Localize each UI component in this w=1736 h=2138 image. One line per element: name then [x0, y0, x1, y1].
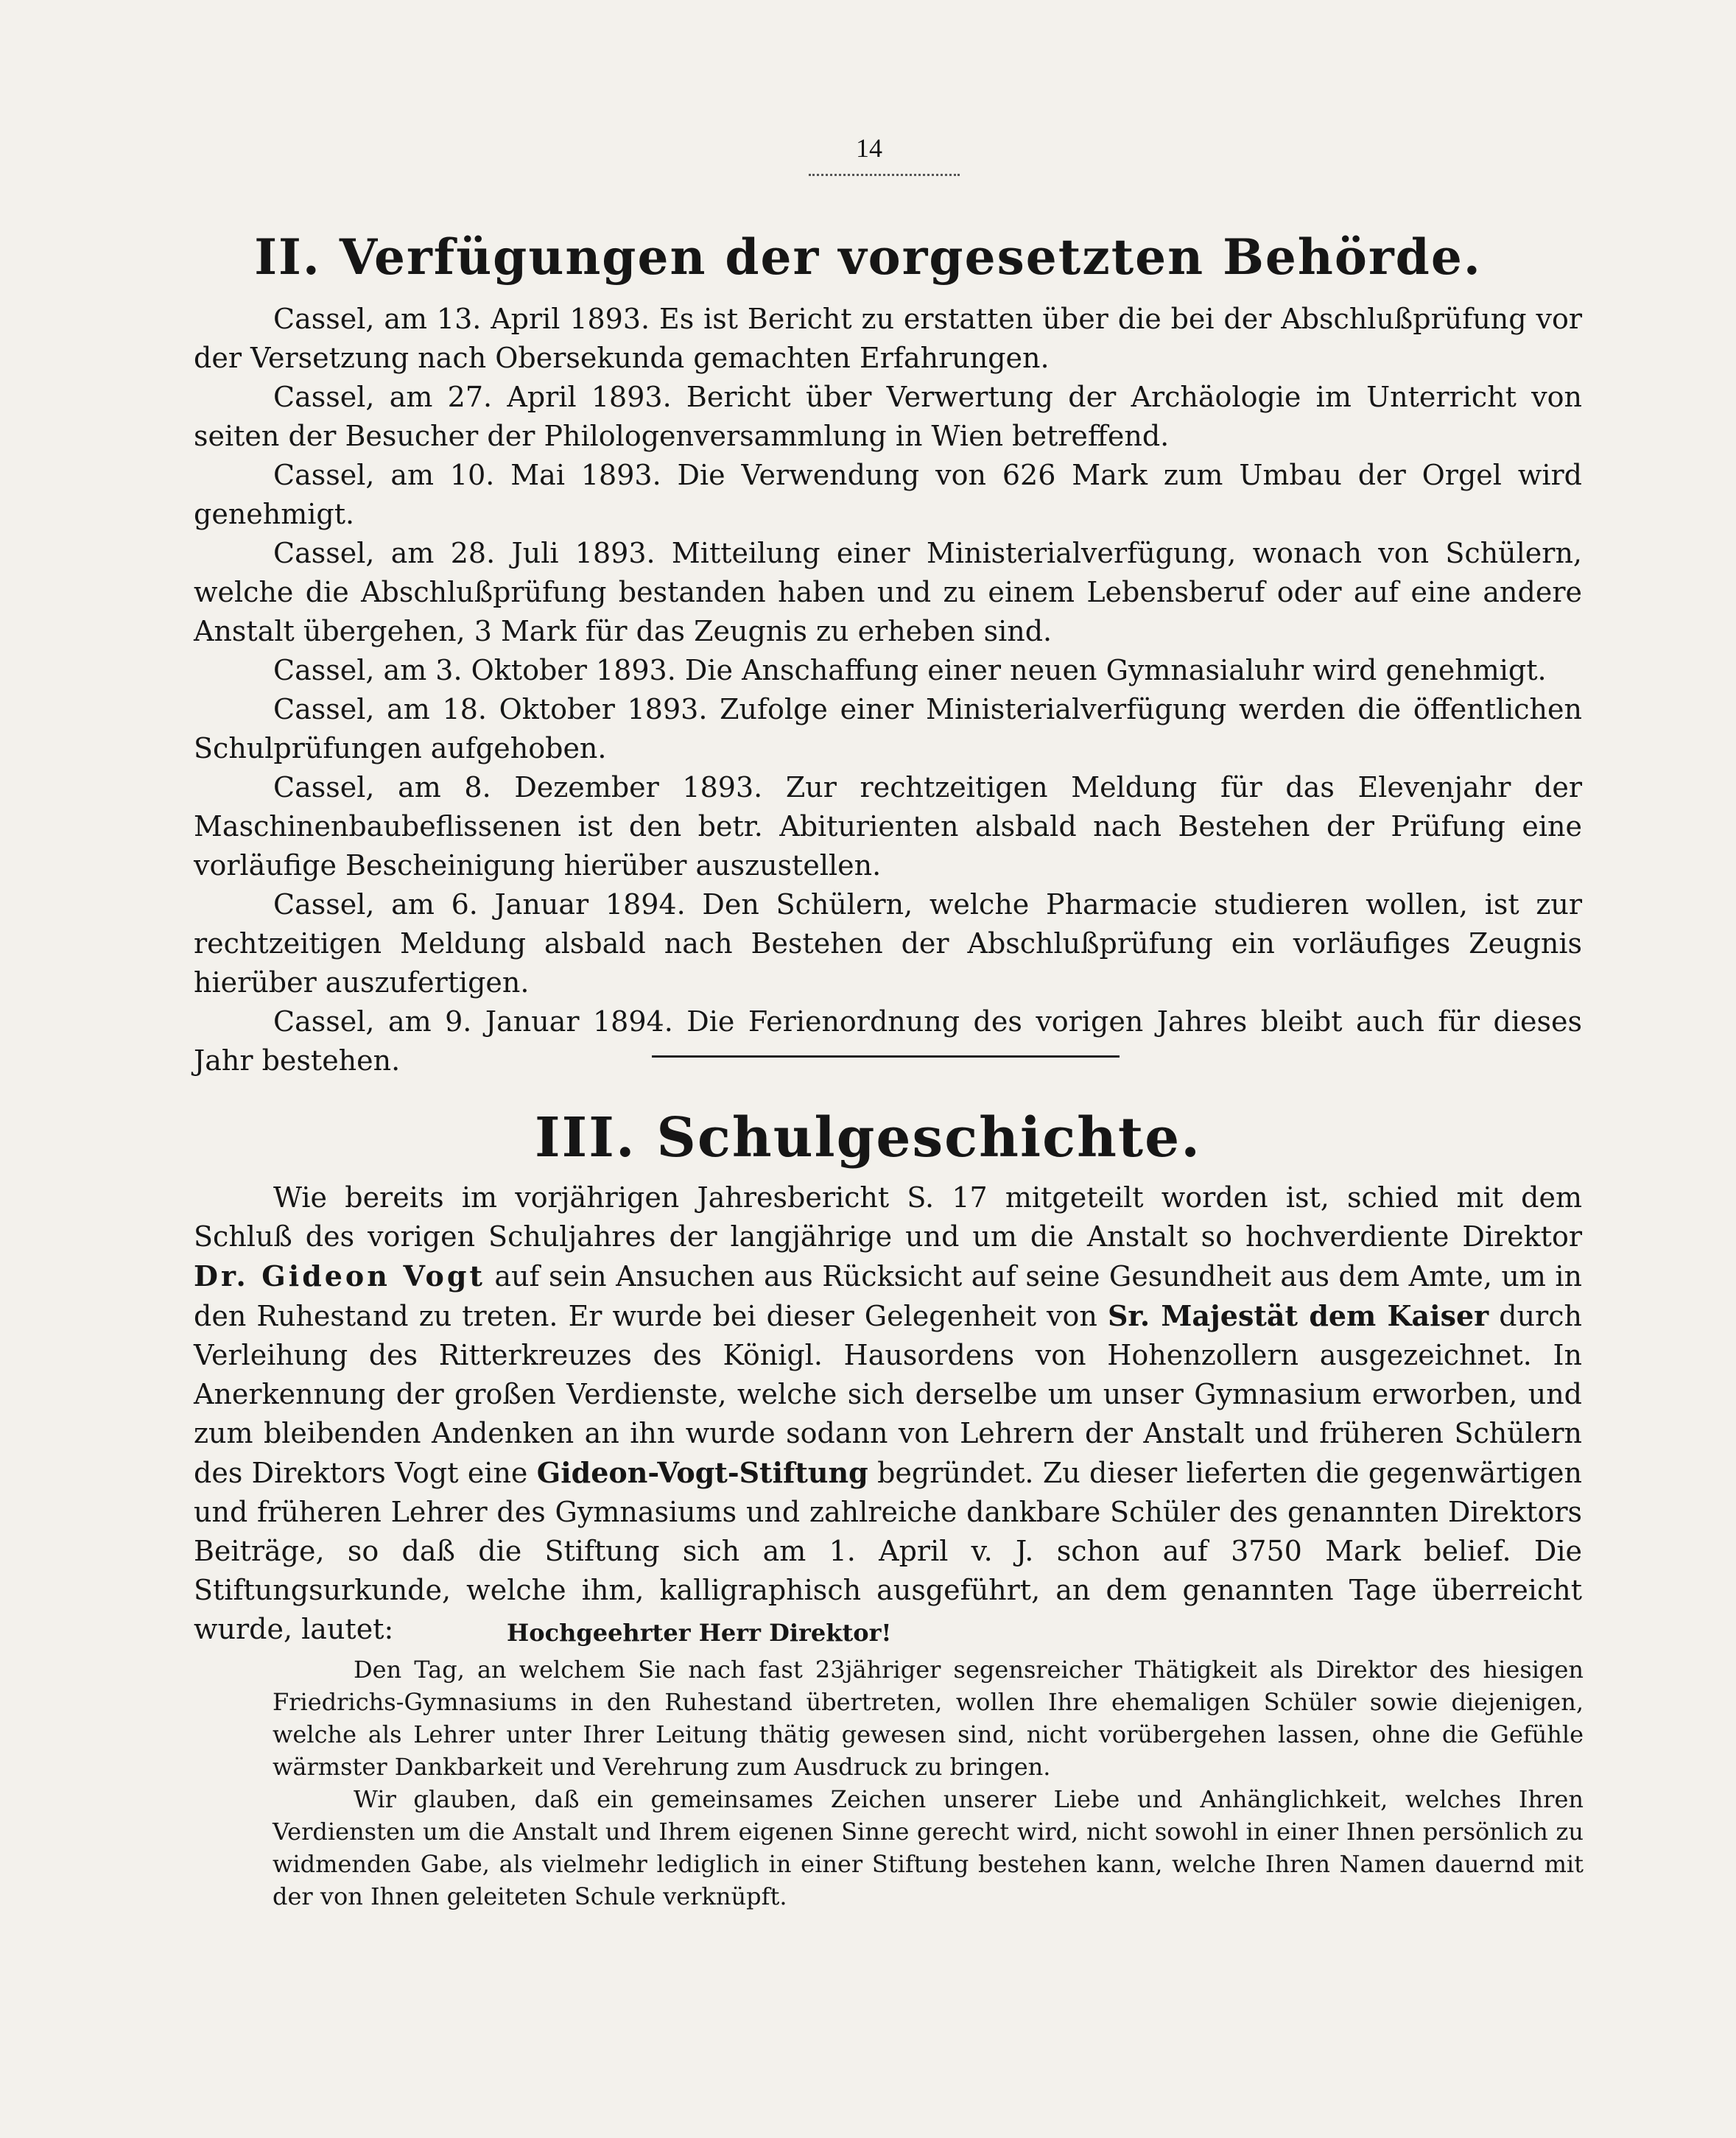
decree-entry: Cassel, am 3. Oktober 1893. Die Anschaffung einer neuen Gymnasialuhr wird genehmigt. — [273, 654, 1547, 686]
page-number-ornament — [809, 174, 960, 179]
history-text: begründet. Zu dieser lieferten die gegenwärtigen und früheren Lehrer des Gymnasiums und zahlreiche dankbare Schüler des genannten Direktors Beiträge, so daß die Stiftung sich am 1. April v. J. schon auf 3750 Mark belief. Die Stiftungsurkunde, welche ihm, kalligraphisch ausgeführt, an dem genannten Tage überreicht wurde, lautet: — [194, 1457, 1582, 1645]
history-text: durch Verleihung des Ritterkreuzes des Königl. Hausordens von Hohenzollern ausgezeichnet. In Anerkennung der großen Verdienste, welche sich derselbe um unser Gymnasium erworben, und zum bleibenden Andenken an ihn wurde sodann von Lehrern der Anstalt und früheren Schülern des Direktors Vogt eine — [194, 1300, 1582, 1489]
decree-entry: Cassel, am 8. Dezember 1893. Zur rechtzeitigen Meldung für das Elevenjahr der Maschinenbaubeflissenen ist den betr. Abiturienten alsbald nach Bestehen der Prüfung eine vorläufige Bescheinigung hierüber auszustellen. — [194, 771, 1582, 882]
section-divider — [652, 1055, 1120, 1058]
history-text: Wie bereits im vorjährigen Jahresbericht S. 17 mitgeteilt worden ist, schied mit dem Schluß des vorigen Schuljahres der langjährige und um die Anstalt so hochverdiente Direktor — [194, 1181, 1582, 1253]
section-2-heading: II. Verfügungen der vorgesetzten Behörde. — [254, 228, 1482, 286]
majesty-title: Sr. Majestät dem Kaiser — [1107, 1299, 1489, 1332]
section-3-body — [194, 1178, 1582, 1649]
page-number: 14 — [856, 133, 882, 163]
foundation-charter — [273, 1617, 1584, 1913]
decree-entry: Cassel, am 28. Juli 1893. Mitteilung einer Ministerialverfügung, wonach von Schülern, welche die Abschlußprüfung bestanden haben und zu einem Lebensberuf oder auf eine andere Anstalt übergehen, 3 Mark für das Zeugnis zu erheben sind. — [194, 537, 1582, 647]
decree-entry: Cassel, am 6. Januar 1894. Den Schülern, welche Pharmacie studieren wollen, ist zur rechtzeitigen Meldung alsbald nach Bestehen der Abschlußprüfung ein vorläufiges Zeugnis hierüber auszufertigen. — [194, 888, 1582, 999]
decree-entry: Cassel, am 13. April 1893. Es ist Bericht zu erstatten über die bei der Abschlußprüfung vor der Versetzung nach Obersekunda gemachten Erfahrungen. — [194, 303, 1582, 374]
section-2-body — [194, 300, 1582, 1080]
director-name: Dr. Gideon Vogt — [194, 1259, 485, 1293]
decree-entry: Cassel, am 9. Januar 1894. Die Ferienordnung des vorigen Jahres bleibt auch für dieses Jahr bestehen. — [194, 1005, 1582, 1077]
letter-paragraph: Wir glauben, daß ein gemeinsames Zeichen unserer Liebe und Anhänglichkeit, welches Ihren Verdiensten um die Anstalt und Ihrem eigenen Sinne gerecht wird, nicht sowohl in einer Ihnen persönlich zu widmenden Gabe, als vielmehr lediglich in einer Stiftung bestehen kann, welche Ihren Namen dauernd mit der von Ihnen geleiteten Schule verknüpft. — [273, 1785, 1584, 1910]
decree-entry: Cassel, am 18. Oktober 1893. Zufolge einer Ministerialverfügung werden die öffentlichen Schulprüfungen aufgehoben. — [194, 693, 1582, 764]
letter-salutation: Hochgeehrter Herr Direktor! — [507, 1619, 892, 1647]
foundation-name: Gideon-Vogt-Stiftung — [536, 1456, 868, 1489]
decree-entry: Cassel, am 10. Mai 1893. Die Verwendung von 626 Mark zum Umbau der Orgel wird genehmigt. — [194, 459, 1582, 530]
decree-entry: Cassel, am 27. April 1893. Bericht über Verwertung der Archäologie im Unterricht von seiten der Besucher der Philologenversammlung in Wien betreffend. — [194, 381, 1582, 452]
section-3-heading: III. Schulgeschichte. — [535, 1106, 1201, 1170]
letter-paragraph: Den Tag, an welchem Sie nach fast 23jähriger segensreicher Thätigkeit als Direktor des hiesigen Friedrichs-Gymnasiums in den Ruhestand übertreten, wollen Ihre ehemaligen Schüler sowie diejenigen, welche als Lehrer unter Ihrer Leitung thätig gewesen sind, nicht vorübergehen lassen, ohne die Gefühle wärmster Dankbarkeit und Verehrung zum Ausdruck zu bringen. — [273, 1656, 1584, 1781]
history-text: auf sein Ansuchen aus Rücksicht auf seine Gesundheit aus dem Amte, um in den Ruhestand zu treten. Er wurde bei dieser Gelegenheit von — [194, 1260, 1582, 1332]
